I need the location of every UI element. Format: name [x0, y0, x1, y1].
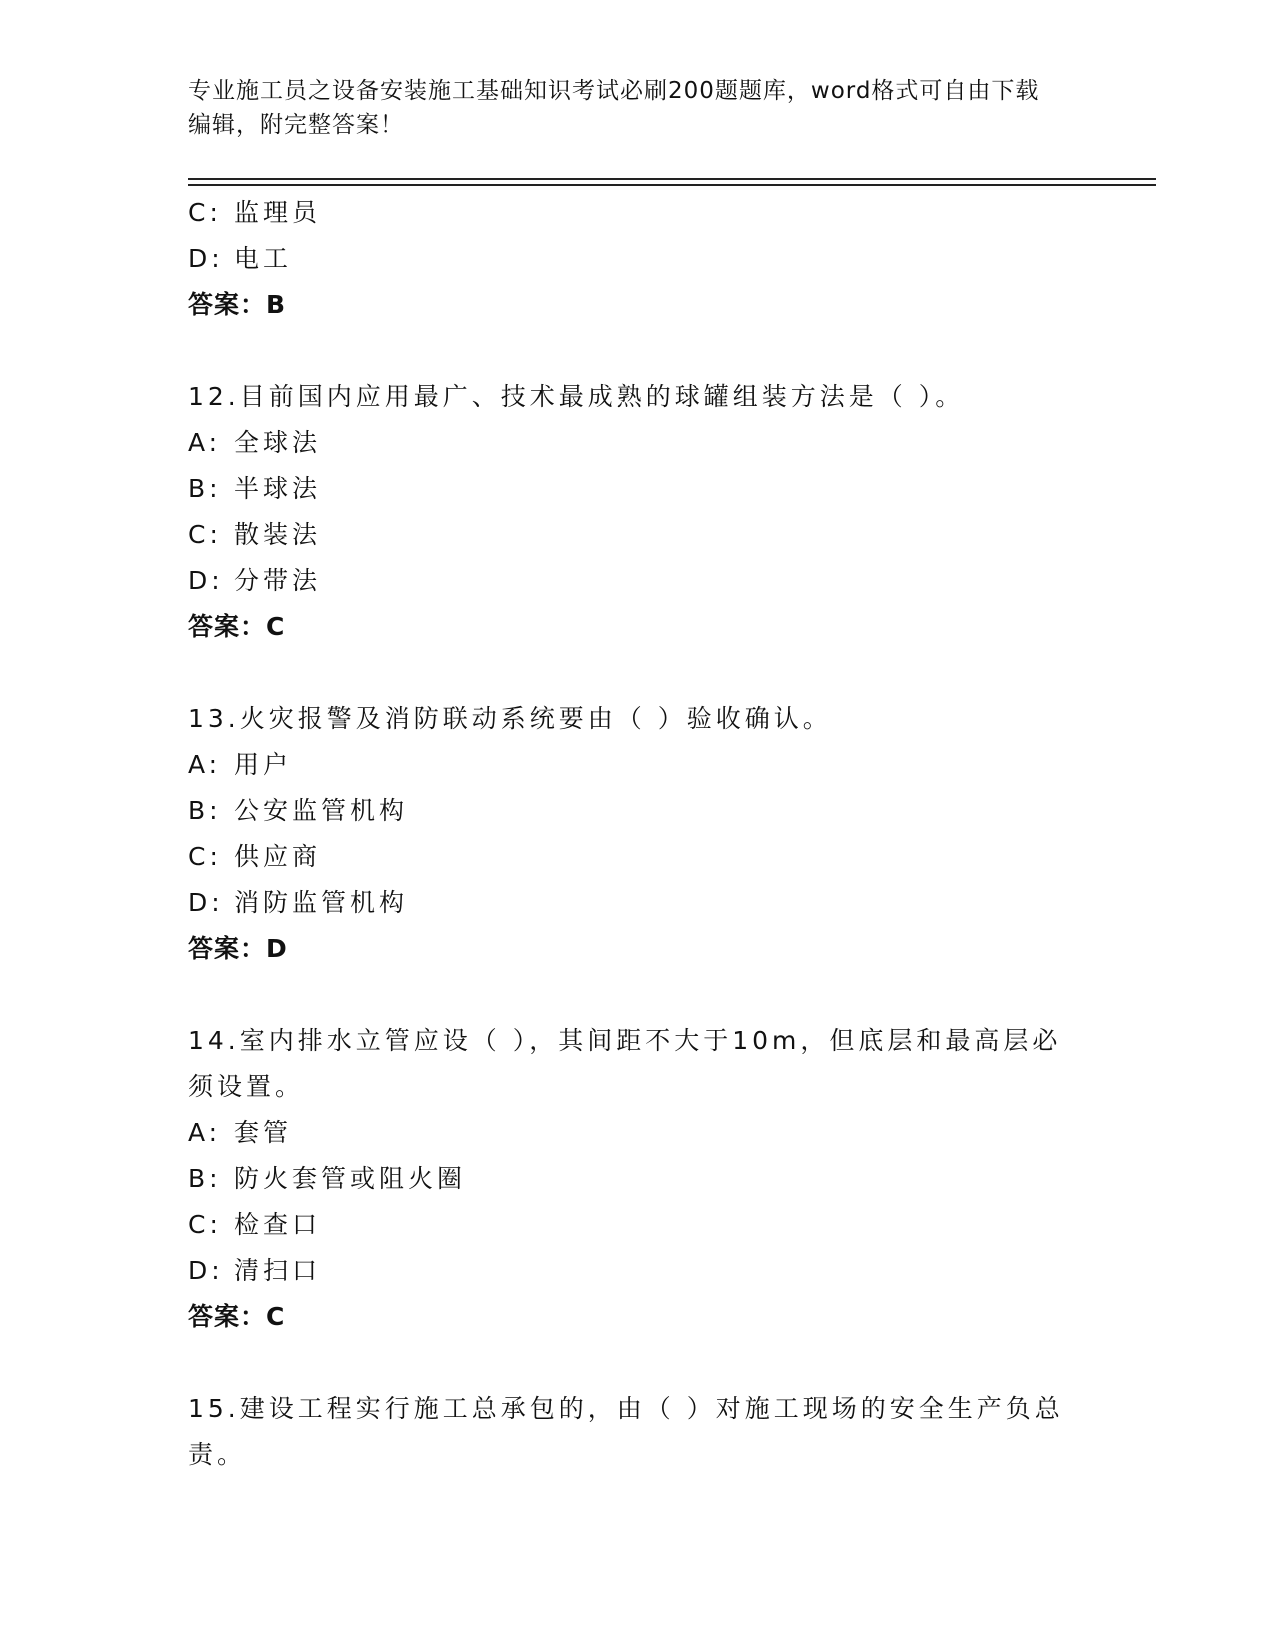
option-key: A: — [188, 1118, 222, 1147]
option-key: C: — [188, 198, 222, 227]
spacer — [188, 328, 1088, 374]
option-key: C: — [188, 520, 222, 549]
option-a — [188, 420, 1088, 466]
option-d — [188, 558, 1088, 604]
question-stem: 13.火灾报警及消防联动系统要由（ ）验收确认。 — [188, 704, 832, 733]
option-d — [188, 880, 1088, 926]
option-a — [188, 742, 1088, 788]
option-b — [188, 1156, 1088, 1202]
answer-line: 答案：C — [188, 1302, 286, 1331]
answer-line: 答案：B — [188, 290, 287, 319]
option-text: 全球法 — [234, 428, 322, 457]
question-stem: 12.目前国内应用最广、技术最成熟的球罐组装方法是（ ）。 — [188, 382, 965, 411]
option-text: 清扫口 — [234, 1256, 322, 1285]
option-text: 公安监管机构 — [234, 796, 409, 825]
option-d — [188, 1248, 1088, 1294]
header-divider-top — [188, 178, 1156, 180]
question-stem: 14.室内排水立管应设（ ），其间距不大于10m，但底层和最高层必须设置。 — [188, 1026, 1062, 1101]
option-text: 半球法 — [234, 474, 322, 503]
option-key: D: — [188, 566, 224, 595]
option-key: A: — [188, 428, 222, 457]
option-key: C: — [188, 842, 222, 871]
option-c — [188, 190, 1088, 236]
answer-line: 答案：C — [188, 612, 286, 641]
option-a — [188, 1110, 1088, 1156]
option-text: 检查口 — [234, 1210, 322, 1239]
spacer — [188, 1340, 1088, 1386]
option-text: 套管 — [234, 1118, 293, 1147]
option-key: B: — [188, 474, 222, 503]
answer-line: 答案：D — [188, 934, 288, 963]
spacer — [188, 650, 1088, 696]
option-key: D: — [188, 1256, 224, 1285]
page-header — [188, 74, 1088, 142]
header-title-line-2: 编辑，附完整答案！ — [188, 112, 404, 138]
option-key: B: — [188, 796, 222, 825]
question-15 — [188, 1386, 1088, 1478]
header-title-line-1: 专业施工员之设备安装施工基础知识考试必刷200题题库，word格式可自由下载 — [188, 78, 1040, 104]
option-text: 电工 — [234, 244, 293, 273]
option-key: C: — [188, 1210, 222, 1239]
option-key: B: — [188, 1164, 222, 1193]
option-b — [188, 788, 1088, 834]
option-text: 用户 — [234, 750, 293, 779]
option-c — [188, 834, 1088, 880]
option-key: D: — [188, 244, 224, 273]
option-d — [188, 236, 1088, 282]
option-text: 消防监管机构 — [234, 888, 409, 917]
option-text: 散装法 — [234, 520, 322, 549]
option-c — [188, 512, 1088, 558]
option-text: 分带法 — [234, 566, 322, 595]
question-list — [188, 190, 1088, 1478]
spacer — [188, 972, 1088, 1018]
option-text: 监理员 — [234, 198, 322, 227]
option-key: D: — [188, 888, 224, 917]
option-text: 防火套管或阻火圈 — [234, 1164, 467, 1193]
option-c — [188, 1202, 1088, 1248]
question-12 — [188, 374, 1088, 650]
question-11-continued — [188, 190, 1088, 328]
header-divider-bottom — [188, 184, 1156, 186]
option-text: 供应商 — [234, 842, 322, 871]
question-14 — [188, 1018, 1088, 1340]
option-b — [188, 466, 1088, 512]
question-13 — [188, 696, 1088, 972]
question-stem: 15.建设工程实行施工总承包的，由（ ）对施工现场的安全生产负总责。 — [188, 1394, 1064, 1469]
option-key: A: — [188, 750, 222, 779]
